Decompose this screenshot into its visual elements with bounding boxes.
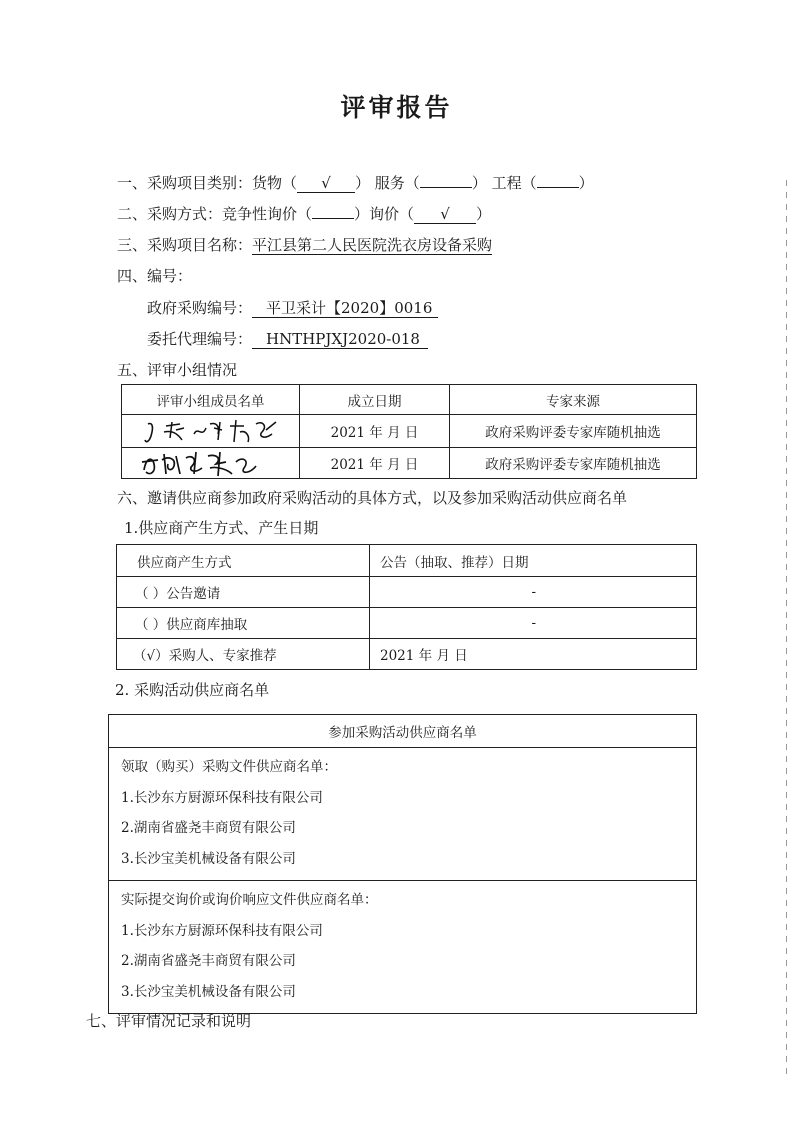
list-item: 3.长沙宝美机械设备有限公司 xyxy=(121,983,296,1000)
review-heading: 七、评审情况记录和说明 xyxy=(86,1012,252,1030)
goods-label: 货物（ xyxy=(252,174,298,192)
supplier-method-date: - xyxy=(370,577,697,608)
list-item: 1.长沙东方厨源环保科技有限公司 xyxy=(121,922,323,939)
panel-header-date: 成立日期 xyxy=(300,385,450,415)
panel-header-name: 评审小组成员名单 xyxy=(122,385,300,415)
list-item: 1.长沙东方厨源环保科技有限公司 xyxy=(121,789,323,806)
procurement-method-label: 二、采购方式： xyxy=(117,205,223,223)
panel-header-source: 专家来源 xyxy=(450,385,697,415)
signature-cell xyxy=(122,448,300,479)
invitation-heading: 六、邀请供应商参加政府采购活动的具体方式，以及参加采购活动供应商名单 xyxy=(117,489,628,507)
project-name-value: 平江县第二人民医院洗衣房设备采购 xyxy=(252,236,493,254)
service-checkbox[interactable] xyxy=(420,187,472,188)
obtained-suppliers-label: 领取（购买）采购文件供应商名单： xyxy=(121,759,337,775)
panel-table xyxy=(121,384,697,479)
competitive-label: 竞争性询价（ xyxy=(222,205,313,223)
supplier-method-option: （ ）供应商库抽取 xyxy=(117,608,370,639)
supplier-method-table xyxy=(116,544,697,670)
table-row xyxy=(122,448,697,479)
gov-number-line xyxy=(147,297,438,318)
service-label: ） 服务（ xyxy=(355,174,420,192)
panel-row-date: 2021 年 月 日 xyxy=(300,415,450,448)
submitted-supplier-cell xyxy=(109,881,697,1014)
page-edge-shadow xyxy=(786,180,787,1080)
panel-row-source: 政府采购评委专家库随机抽选 xyxy=(450,448,697,479)
submitted-suppliers-label: 实际提交询价或询价响应文件供应商名单： xyxy=(121,892,378,908)
agent-number-label: 委托代理编号： xyxy=(147,330,253,348)
gov-number-value: 平卫采计【2020】0016 xyxy=(252,300,438,318)
table-row xyxy=(117,608,697,639)
project-name-line xyxy=(117,234,492,255)
supplier-method-option: （ ）公告邀请 xyxy=(117,577,370,608)
inquiry-checkbox[interactable]: √ xyxy=(414,206,476,224)
inquiry-label: ）询价（ xyxy=(354,205,415,223)
panel-row-date: 2021 年 月 日 xyxy=(300,448,450,479)
list-item: 2.湖南省盛尧丰商贸有限公司 xyxy=(121,953,296,969)
competitive-checkbox[interactable] xyxy=(312,218,354,219)
supplier-method-header: 供应商产生方式 xyxy=(117,545,370,577)
obtained-supplier-cell xyxy=(109,748,697,881)
numbers-label: 四、编号： xyxy=(117,267,193,285)
method-close: ） xyxy=(476,205,492,223)
supplier-method-date: - xyxy=(370,608,697,639)
agent-number-line xyxy=(147,328,428,349)
agent-number-value: HNTHPJXJ2020-018 xyxy=(252,331,428,349)
table-row xyxy=(117,639,697,670)
supplier-method-subheading: 1.供应商产生方式、产生日期 xyxy=(124,519,319,537)
works-checkbox[interactable] xyxy=(537,187,579,188)
project-category-label: 一、采购项目类别： xyxy=(117,174,253,192)
list-item: 2.湖南省盛尧丰商贸有限公司 xyxy=(121,820,296,836)
signature-cell xyxy=(122,415,300,448)
handwritten-signature-2 xyxy=(136,448,286,478)
goods-checkbox[interactable]: √ xyxy=(297,175,355,193)
category-close: ） xyxy=(578,174,594,192)
panel-row-source: 政府采购评委专家库随机抽选 xyxy=(450,415,697,448)
table-row xyxy=(122,415,697,448)
gov-number-label: 政府采购编号： xyxy=(147,299,253,317)
panel-heading: 五、评审小组情况 xyxy=(117,361,238,379)
supplier-list-subheading: 2. 采购活动供应商名单 xyxy=(115,681,270,699)
handwritten-signature-1 xyxy=(136,416,286,446)
supplier-list-header: 参加采购活动供应商名单 xyxy=(109,715,697,748)
supplier-method-date: 2021 年 月 日 xyxy=(370,639,697,670)
table-row xyxy=(117,577,697,608)
announcement-date-header: 公告（抽取、推荐）日期 xyxy=(370,545,697,577)
page-title: 评审报告 xyxy=(340,93,453,122)
supplier-method-option: （√）采购人、专家推荐 xyxy=(117,639,370,670)
procurement-method-line xyxy=(117,203,491,224)
project-name-label: 三、采购项目名称： xyxy=(117,236,253,254)
works-label: ） 工程（ xyxy=(471,174,537,192)
supplier-list-table xyxy=(108,714,697,1014)
project-category-line xyxy=(117,172,594,193)
list-item: 3.长沙宝美机械设备有限公司 xyxy=(121,850,296,867)
